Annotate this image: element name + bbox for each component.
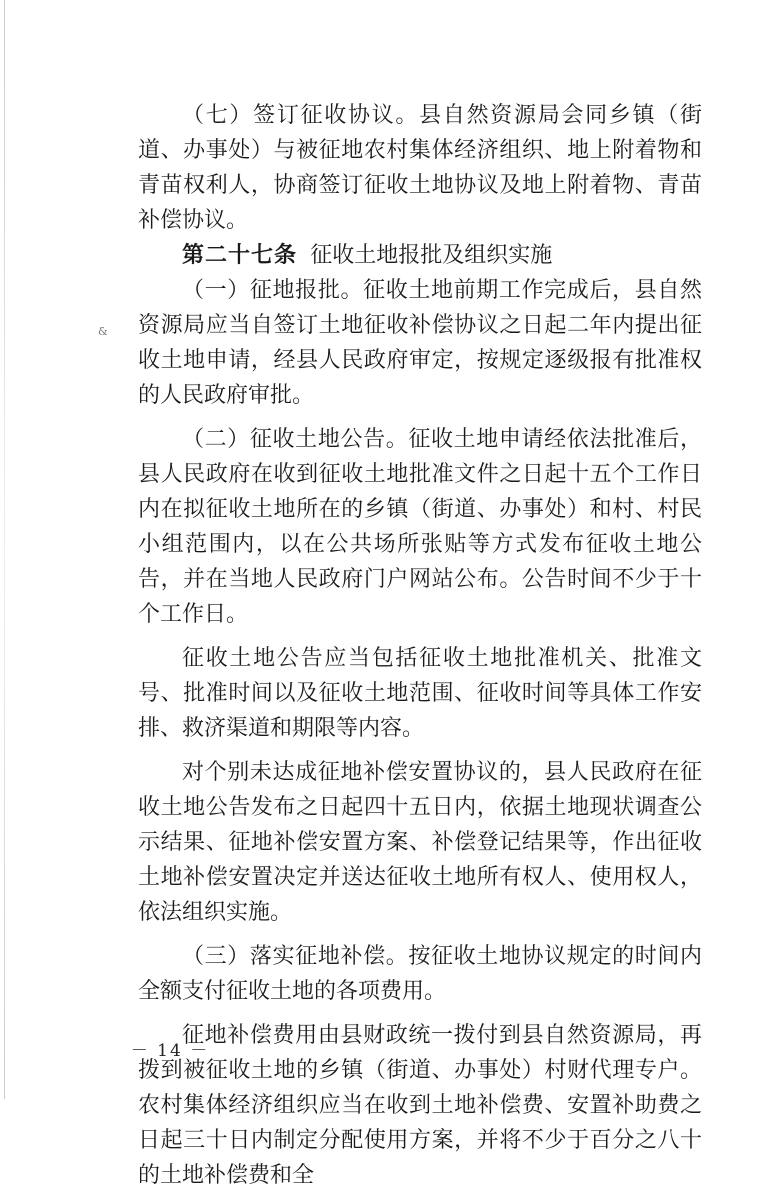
paragraph-three-compensation: （三）落实征地补偿。按征收土地协议规定的时间内全额支付征收土地的各项费用。 xyxy=(138,944,702,1004)
article-number: 第二十七条 xyxy=(182,242,298,268)
paragraph-one-approval: （一）征地报批。征收土地前期工作完成后，县自然资源局应当自签订土地征收补偿协议之日起二年内提出征收土地申请，经县人民政府审定，按规定逐级报有批准权的人民政府审批。 xyxy=(138,278,702,408)
scan-edge-line xyxy=(4,0,5,1099)
page-number: － 14 － xyxy=(130,1041,210,1061)
body-text xyxy=(138,98,702,1193)
margin-mark: & xyxy=(98,325,108,338)
article-title: 征收土地报批及组织实施 xyxy=(310,243,553,268)
paragraph-unresolved-agreements: 对个别未达成征地补偿安置协议的，县人民政府在征收土地公告发布之日起四十五日内，依据土地现状调查公示结果、征地补偿安置方案、补偿登记结果等，作出征收土地补偿安置决定并送达征收土地所有权人、使用权人，依法组织实施。 xyxy=(138,760,702,925)
article-27-heading xyxy=(138,238,702,273)
paragraph-compensation-funds: 征地补偿费用由县财政统一拨付到县自然资源局，再拨到被征收土地的乡镇（街道、办事处）村财代理专户。农村集体经济组织应当在收到土地补偿费、安置补助费之日起三十日内制定分配使用方案，并将不少于百分之八十的土地补偿费和全 xyxy=(138,1023,702,1188)
paragraph-two-announcement: （二）征收土地公告。征收土地申请经依法批准后，县人民政府在收到征收土地批准文件之日起十五个工作日内在拟征收土地所在的乡镇（街道、办事处）和村、村民小组范围内，以在公共场所张贴等方式发布征收土地公告，并在当地人民政府门户网站公布。公告时间不少于十个工作日。 xyxy=(138,427,702,627)
paragraph-seven-sign-agreement: （七）签订征收协议。县自然资源局会同乡镇（街道、办事处）与被征地农村集体经济组织、地上附着物和青苗权利人，协商签订征收土地协议及地上附着物、青苗补偿协议。 xyxy=(138,103,702,233)
paragraph-announcement-contents: 征收土地公告应当包括征收土地批准机关、批准文号、批准时间以及征收土地范围、征收时间等具体工作安排、救济渠道和期限等内容。 xyxy=(138,646,702,741)
